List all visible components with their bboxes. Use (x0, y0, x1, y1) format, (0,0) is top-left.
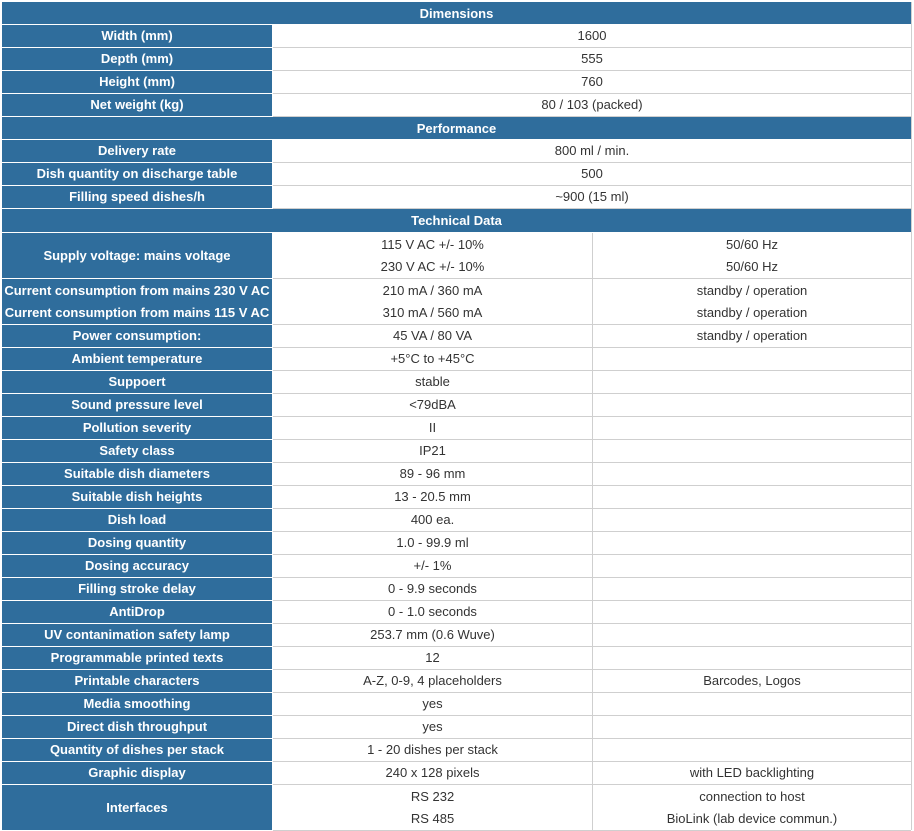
row-label (2, 279, 272, 324)
cell-text: 253.7 mm (0.6 Wuve) (370, 627, 495, 642)
cell-text: A-Z, 0-9, 4 placeholders (363, 673, 502, 688)
column-divider (592, 739, 593, 761)
cell-text: Power consumption: (72, 328, 202, 343)
cell-text: 240 x 128 pixels (385, 765, 480, 780)
row-extra (593, 716, 911, 738)
cell-text: II (428, 420, 437, 435)
row-extra (593, 463, 911, 485)
row-label (2, 555, 272, 577)
row-extra (593, 762, 911, 784)
cell-text: 115 V AC +/- 10% (381, 236, 484, 252)
row-label (2, 601, 272, 623)
row-label (2, 25, 272, 47)
cell-text: 1 - 20 dishes per stack (367, 742, 498, 757)
cell-text: stable (415, 374, 450, 389)
row-value (273, 371, 592, 393)
cell-text: standby / operation (696, 304, 808, 320)
column-divider (592, 762, 593, 784)
cell-text: 555 (581, 51, 603, 66)
row-extra (593, 509, 911, 531)
cell-text: 45 VA / 80 VA (392, 328, 472, 343)
cell-text: AntiDrop (109, 604, 165, 619)
column-divider (592, 624, 593, 646)
row-label (2, 233, 272, 278)
cell-text: Width (mm) (101, 28, 173, 43)
cell-text: Ambient temperature (71, 351, 203, 366)
row-label (2, 140, 272, 162)
section-header-performance: Performance (2, 117, 911, 139)
cell-text: Current consumption from mains 230 V AC (4, 282, 270, 298)
cell-text: 80 / 103 (packed) (541, 97, 643, 112)
row-value (273, 601, 592, 623)
row-label (2, 762, 272, 784)
row-value (273, 670, 592, 692)
row-value (273, 486, 592, 508)
row-value (273, 532, 592, 554)
cell-text: standby / operation (696, 328, 808, 343)
row-extra (593, 348, 911, 370)
row-extra (593, 279, 911, 324)
cell-text: 800 ml / min. (554, 143, 630, 158)
cell-text: Suitable dish diameters (64, 466, 210, 481)
row-value (273, 279, 592, 324)
column-divider (592, 486, 593, 508)
cell-text: with LED backlighting (689, 765, 815, 780)
row-label (2, 693, 272, 715)
row-value (273, 233, 592, 278)
cell-text: 210 mA / 360 mA (382, 282, 483, 298)
cell-text: Filling speed dishes/h (69, 189, 205, 204)
cell-text: 0 - 9.9 seconds (388, 581, 477, 596)
row-value (273, 48, 911, 70)
cell-text: 1600 (577, 28, 607, 43)
cell-text: Direct dish throughput (66, 719, 208, 734)
cell-text: 50/60 Hz (725, 258, 779, 274)
row-value (273, 94, 911, 116)
row-value (273, 163, 911, 185)
row-extra (593, 578, 911, 600)
column-divider (592, 233, 593, 278)
cell-text: yes (422, 696, 443, 711)
column-divider (592, 463, 593, 485)
row-value (273, 739, 592, 761)
row-label (2, 578, 272, 600)
cell-text: Dish quantity on discharge table (36, 166, 238, 181)
row-value (273, 693, 592, 715)
row-extra (593, 785, 911, 830)
cell-text: Suppoert (108, 374, 166, 389)
row-extra (593, 532, 911, 554)
column-divider (592, 417, 593, 439)
cell-text: yes (422, 719, 443, 734)
row-divider (273, 208, 911, 209)
cell-text: BioLink (lab device commun.) (666, 810, 838, 826)
cell-text: Dosing accuracy (84, 558, 190, 573)
cell-text: 0 - 1.0 seconds (388, 604, 477, 619)
cell-text: Filling stroke delay (78, 581, 196, 596)
row-extra (593, 624, 911, 646)
cell-text: Supply voltage: mains voltage (43, 247, 231, 263)
row-label (2, 463, 272, 485)
row-value (273, 25, 911, 47)
row-value (273, 509, 592, 531)
column-divider (592, 348, 593, 370)
column-divider (592, 716, 593, 738)
cell-text: 760 (581, 74, 603, 89)
row-label (2, 163, 272, 185)
row-value (273, 762, 592, 784)
column-divider (592, 440, 593, 462)
cell-text: Media smoothing (83, 696, 191, 711)
row-value (273, 647, 592, 669)
row-extra (593, 693, 911, 715)
row-label (2, 325, 272, 347)
row-extra (593, 417, 911, 439)
row-extra (593, 325, 911, 347)
row-value (273, 555, 592, 577)
cell-text: Net weight (kg) (90, 97, 184, 112)
row-label (2, 785, 272, 830)
row-label (2, 48, 272, 70)
cell-text: Pollution severity (82, 420, 192, 435)
row-label (2, 71, 272, 93)
cell-text: Sound pressure level (71, 397, 203, 412)
row-divider (273, 116, 911, 117)
row-value (273, 440, 592, 462)
row-value (273, 348, 592, 370)
cell-text: Suitable dish heights (71, 489, 203, 504)
cell-text: 310 mA / 560 mA (382, 304, 483, 320)
row-extra (593, 670, 911, 692)
cell-text: Height (mm) (99, 74, 175, 89)
row-value (273, 463, 592, 485)
section-header-dimensions: Dimensions (2, 2, 911, 24)
cell-text: Depth (mm) (100, 51, 174, 66)
column-divider (592, 670, 593, 692)
cell-text: +5°C to +45°C (390, 351, 475, 366)
row-extra (593, 555, 911, 577)
row-value (273, 785, 592, 830)
cell-text: RS 232 (410, 788, 455, 804)
row-label (2, 670, 272, 692)
row-extra (593, 647, 911, 669)
row-label (2, 394, 272, 416)
row-label (2, 509, 272, 531)
row-extra (593, 371, 911, 393)
table-border (911, 2, 912, 830)
cell-text: Printable characters (74, 673, 200, 688)
row-extra (593, 233, 911, 278)
row-value (273, 417, 592, 439)
row-value (273, 578, 592, 600)
row-label (2, 186, 272, 208)
cell-text: standby / operation (696, 282, 808, 298)
row-extra (593, 486, 911, 508)
row-label (2, 440, 272, 462)
cell-text: 1.0 - 99.9 ml (396, 535, 469, 550)
row-label (2, 417, 272, 439)
cell-text: <79dBA (409, 397, 456, 412)
cell-text: 89 - 96 mm (399, 466, 466, 481)
row-extra (593, 440, 911, 462)
cell-text: 12 (425, 650, 440, 665)
column-divider (592, 578, 593, 600)
row-label (2, 739, 272, 761)
row-value (273, 325, 592, 347)
column-divider (592, 693, 593, 715)
row-extra (593, 394, 911, 416)
column-divider (592, 371, 593, 393)
cell-text: 230 V AC +/- 10% (380, 258, 485, 274)
column-divider (592, 394, 593, 416)
column-divider (592, 785, 593, 830)
row-value (273, 394, 592, 416)
row-label (2, 486, 272, 508)
cell-text: 500 (581, 166, 603, 181)
cell-text: Quantity of dishes per stack (49, 742, 225, 757)
cell-text: Dish load (107, 512, 167, 527)
cell-text: ~900 (15 ml) (555, 189, 629, 204)
row-label (2, 532, 272, 554)
row-value (273, 624, 592, 646)
column-divider (592, 601, 593, 623)
cell-text: connection to host (699, 788, 805, 804)
column-divider (592, 647, 593, 669)
cell-text: 400 ea. (410, 512, 455, 527)
row-extra (593, 739, 911, 761)
cell-text: Interfaces (106, 799, 168, 815)
row-label (2, 647, 272, 669)
row-value (273, 186, 911, 208)
cell-text: Programmable printed texts (50, 650, 224, 665)
row-extra (593, 601, 911, 623)
row-value (273, 716, 592, 738)
row-label (2, 348, 272, 370)
column-divider (592, 279, 593, 324)
cell-text: Barcodes, Logos (703, 673, 801, 688)
column-divider (592, 509, 593, 531)
row-label (2, 94, 272, 116)
column-divider (592, 325, 593, 347)
column-divider (592, 555, 593, 577)
cell-text: Graphic display (88, 765, 186, 780)
section-header-technical: Technical Data (2, 209, 911, 232)
row-value (273, 71, 911, 93)
cell-text: Safety class (99, 443, 175, 458)
cell-text: Current consumption from mains 115 V AC (4, 304, 270, 320)
row-label (2, 371, 272, 393)
cell-text: RS 485 (410, 810, 455, 826)
row-label (2, 716, 272, 738)
cell-text: UV contanimation safety lamp (44, 627, 230, 642)
cell-text: Dosing quantity (87, 535, 187, 550)
cell-text: 13 - 20.5 mm (394, 489, 471, 504)
cell-text: IP21 (419, 443, 446, 458)
row-label (2, 624, 272, 646)
cell-text: 50/60 Hz (725, 236, 779, 252)
cell-text: Delivery rate (97, 143, 177, 158)
column-divider (592, 532, 593, 554)
row-value (273, 140, 911, 162)
cell-text: +/- 1% (413, 558, 452, 573)
